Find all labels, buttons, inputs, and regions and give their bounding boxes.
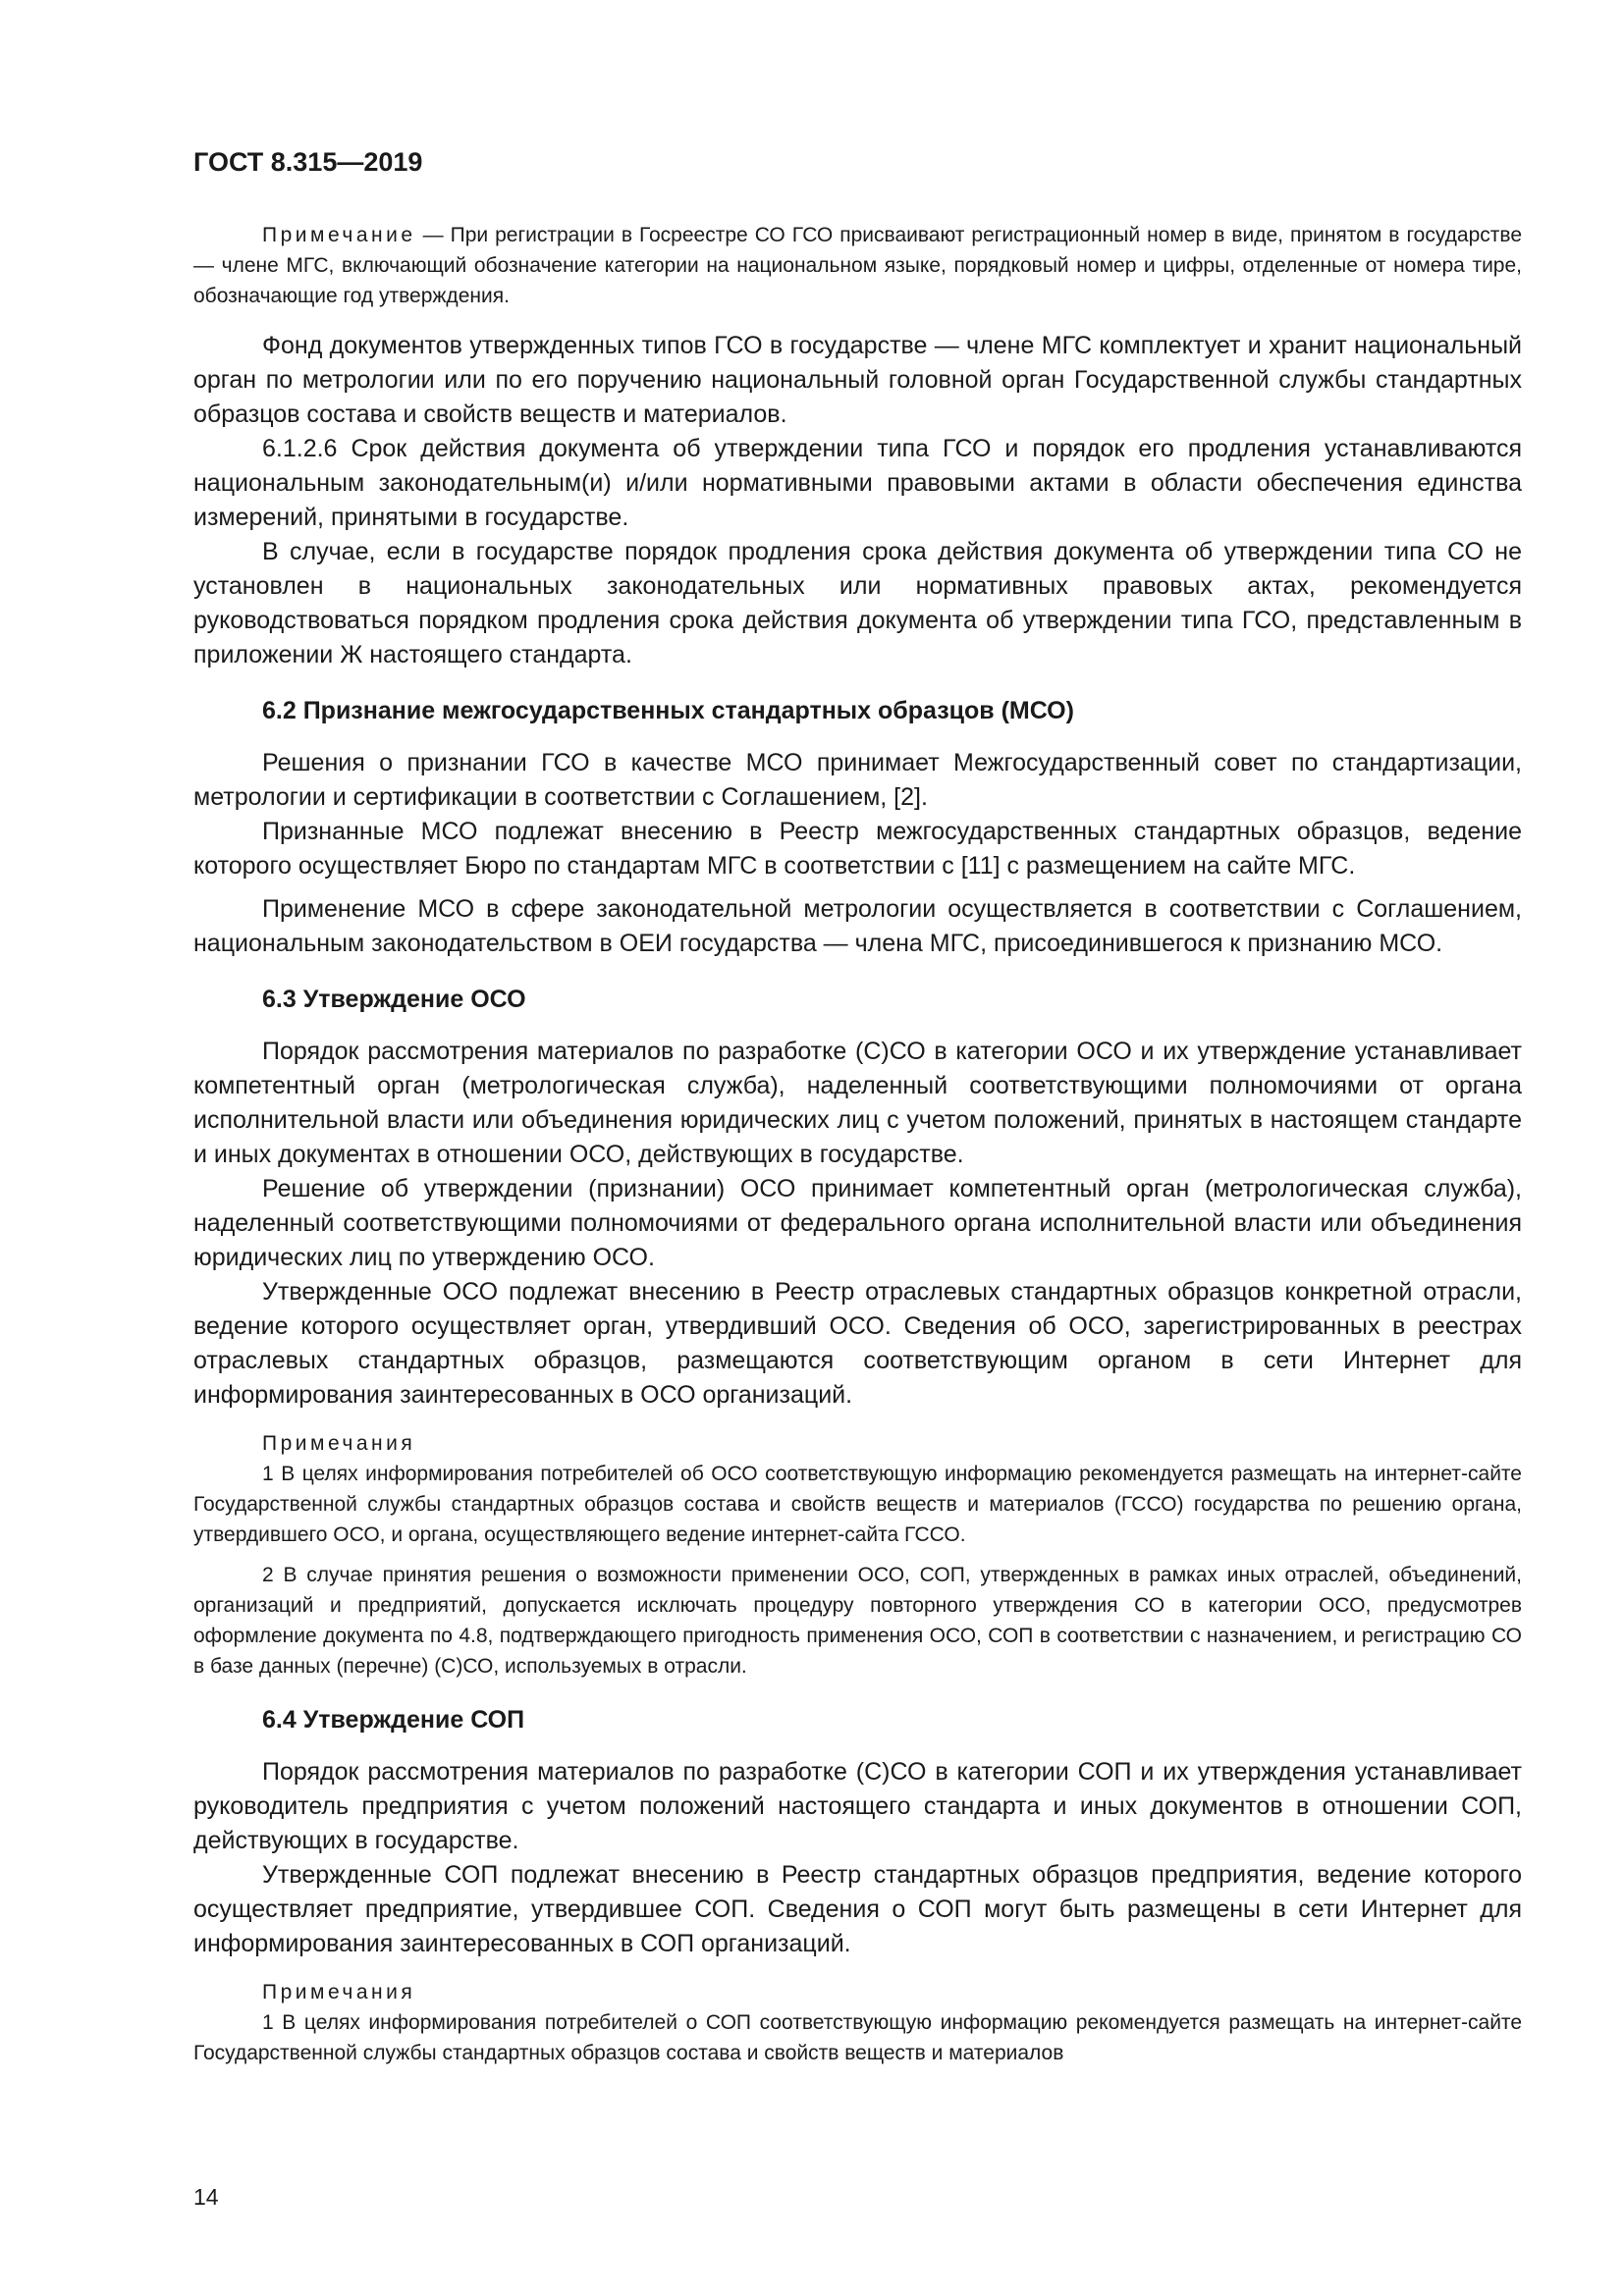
notes-label: Примечания: [262, 1432, 416, 1455]
section-heading-6-3: 6.3 Утверждение ОСО: [262, 986, 526, 1013]
paragraph: Решения о признании ГСО в качестве МСО принимает Межгосударственный совет по стандартизации, метрологии и сертификации в соответствии с Соглашением, [2].: [193, 749, 1522, 811]
document-page: [193, 145, 1522, 2068]
paragraph: Признанные МСО подлежат внесению в Реестр межгосударственных стандартных образцов, ведение которого осуществляет Бюро по стандартам МГС в соответствии с [11] с размещением на сайте МГС.: [193, 818, 1522, 880]
note-item: 2 В случае принятия решения о возможности применении ОСО, СОП, утвержденных в рамках иных отраслей, объединений, организаций и предприятий, допускается исключать процедуру повторного утверждения СО в категории ОСО, предусмотрев оформление документа по 4.8, подтверждающего пригодность применения ОСО, СОП в соответствии с назначением, и регистрацию СО в базе данных (перечне) (С)СО, используемых в отрасли.: [193, 1564, 1522, 1678]
page-number: 14: [193, 2184, 219, 2210]
note-item: 1 В целях информирования потребителей о СОП соответствующую информацию рекомендуется размещать на интернет-сайте Государственной службы стандартных образцов состава и свойств веществ и материалов: [193, 2011, 1522, 2064]
document-header: ГОСТ 8.315—2019: [193, 147, 423, 177]
paragraph: Решение об утверждении (признании) ОСО принимает компетентный орган (метрологическая служба), наделенный соответствующими полномочиями от федерального органа исполнительной власти или объединения юридических лиц по утверждению ОСО.: [193, 1175, 1522, 1271]
note-label: Примечание: [262, 224, 416, 246]
paragraph: 6.1.2.6 Срок действия документа об утверждении типа ГСО и порядок его продления устанавливаются национальным законодательным(и) и/или нормативными правовыми актами в области обеспечения единства измерений, принятыми в государстве.: [193, 435, 1522, 531]
paragraph: Порядок рассмотрения материалов по разработке (С)СО в категории СОП и их утверждения устанавливает руководитель предприятия с учетом положений настоящего стандарта и иных документов в отношении СОП, действующих в государстве.: [193, 1758, 1522, 1854]
paragraph: Порядок рассмотрения материалов по разработке (С)СО в категории ОСО и их утверждение устанавливает компетентный орган (метрологическая служба), наделенный соответствующими полномочиями от органа исполнительной власти или объединения юридических лиц с учетом положений, принятых в настоящем стандарте и иных документах в отношении ОСО, действующих в государстве.: [193, 1038, 1522, 1168]
note-registration: [193, 220, 1522, 311]
section-heading-6-4: 6.4 Утверждение СОП: [262, 1706, 525, 1734]
paragraph: Фонд документов утвержденных типов ГСО в государстве — члене МГС комплектует и хранит национальный орган по метрологии или по его поручению национальный головной орган Государственной службы стандартных образцов состава и свойств веществ и материалов.: [193, 332, 1522, 428]
paragraph: В случае, если в государстве порядок продления срока действия документа об утверждении типа СО не установлен в национальных законодательных или нормативных правовых актах, рекомендуется руководствоваться порядком продления срока действия документа об утверждении типа ГСО, представленным в приложении Ж настоящего стандарта.: [193, 538, 1522, 668]
paragraph: Утвержденные ОСО подлежат внесению в Реестр отраслевых стандартных образцов конкретной отрасли, ведение которого осуществляет орган, утвердивший ОСО. Сведения об ОСО, зарегистрированных в реестрах отраслевых стандартных образцов, размещаются соответствующим органом в сети Интернет для информирования заинтересованных в ОСО организаций.: [193, 1278, 1522, 1409]
section-heading-6-2: 6.2 Признание межгосударственных стандартных образцов (МСО): [262, 697, 1074, 724]
note-text: — При регистрации в Госреестре СО ГСО присваивают регистрационный номер в виде, принятом в государстве — члене МГС, включающий обозначение категории на национальном языке, порядковый номер и цифры, отделенные от номера тире, обозначающие год утверждения.: [193, 224, 1522, 307]
note-item: 1 В целях информирования потребителей об ОСО соответствующую информацию рекомендуется размещать на интернет-сайте Государственной службы стандартных образцов состава и свойств веществ и материалов (ГССО) государства по решению органа, утвердившего ОСО, и органа, осуществляющего ведение интернет-сайта ГССО.: [193, 1463, 1522, 1546]
paragraph: Утвержденные СОП подлежат внесению в Реестр стандартных образцов предприятия, ведение которого осуществляет предприятие, утвердившее СОП. Сведения о СОП могут быть размещены в сети Интернет для информирования заинтересованных в СОП организаций.: [193, 1861, 1522, 1957]
notes-label: Примечания: [262, 1981, 416, 2003]
paragraph: Применение МСО в сфере законодательной метрологии осуществляется в соответствии с Соглашением, национальным законодательством в ОЕИ государства — члена МГС, присоединившегося к признанию МСО.: [193, 895, 1522, 957]
